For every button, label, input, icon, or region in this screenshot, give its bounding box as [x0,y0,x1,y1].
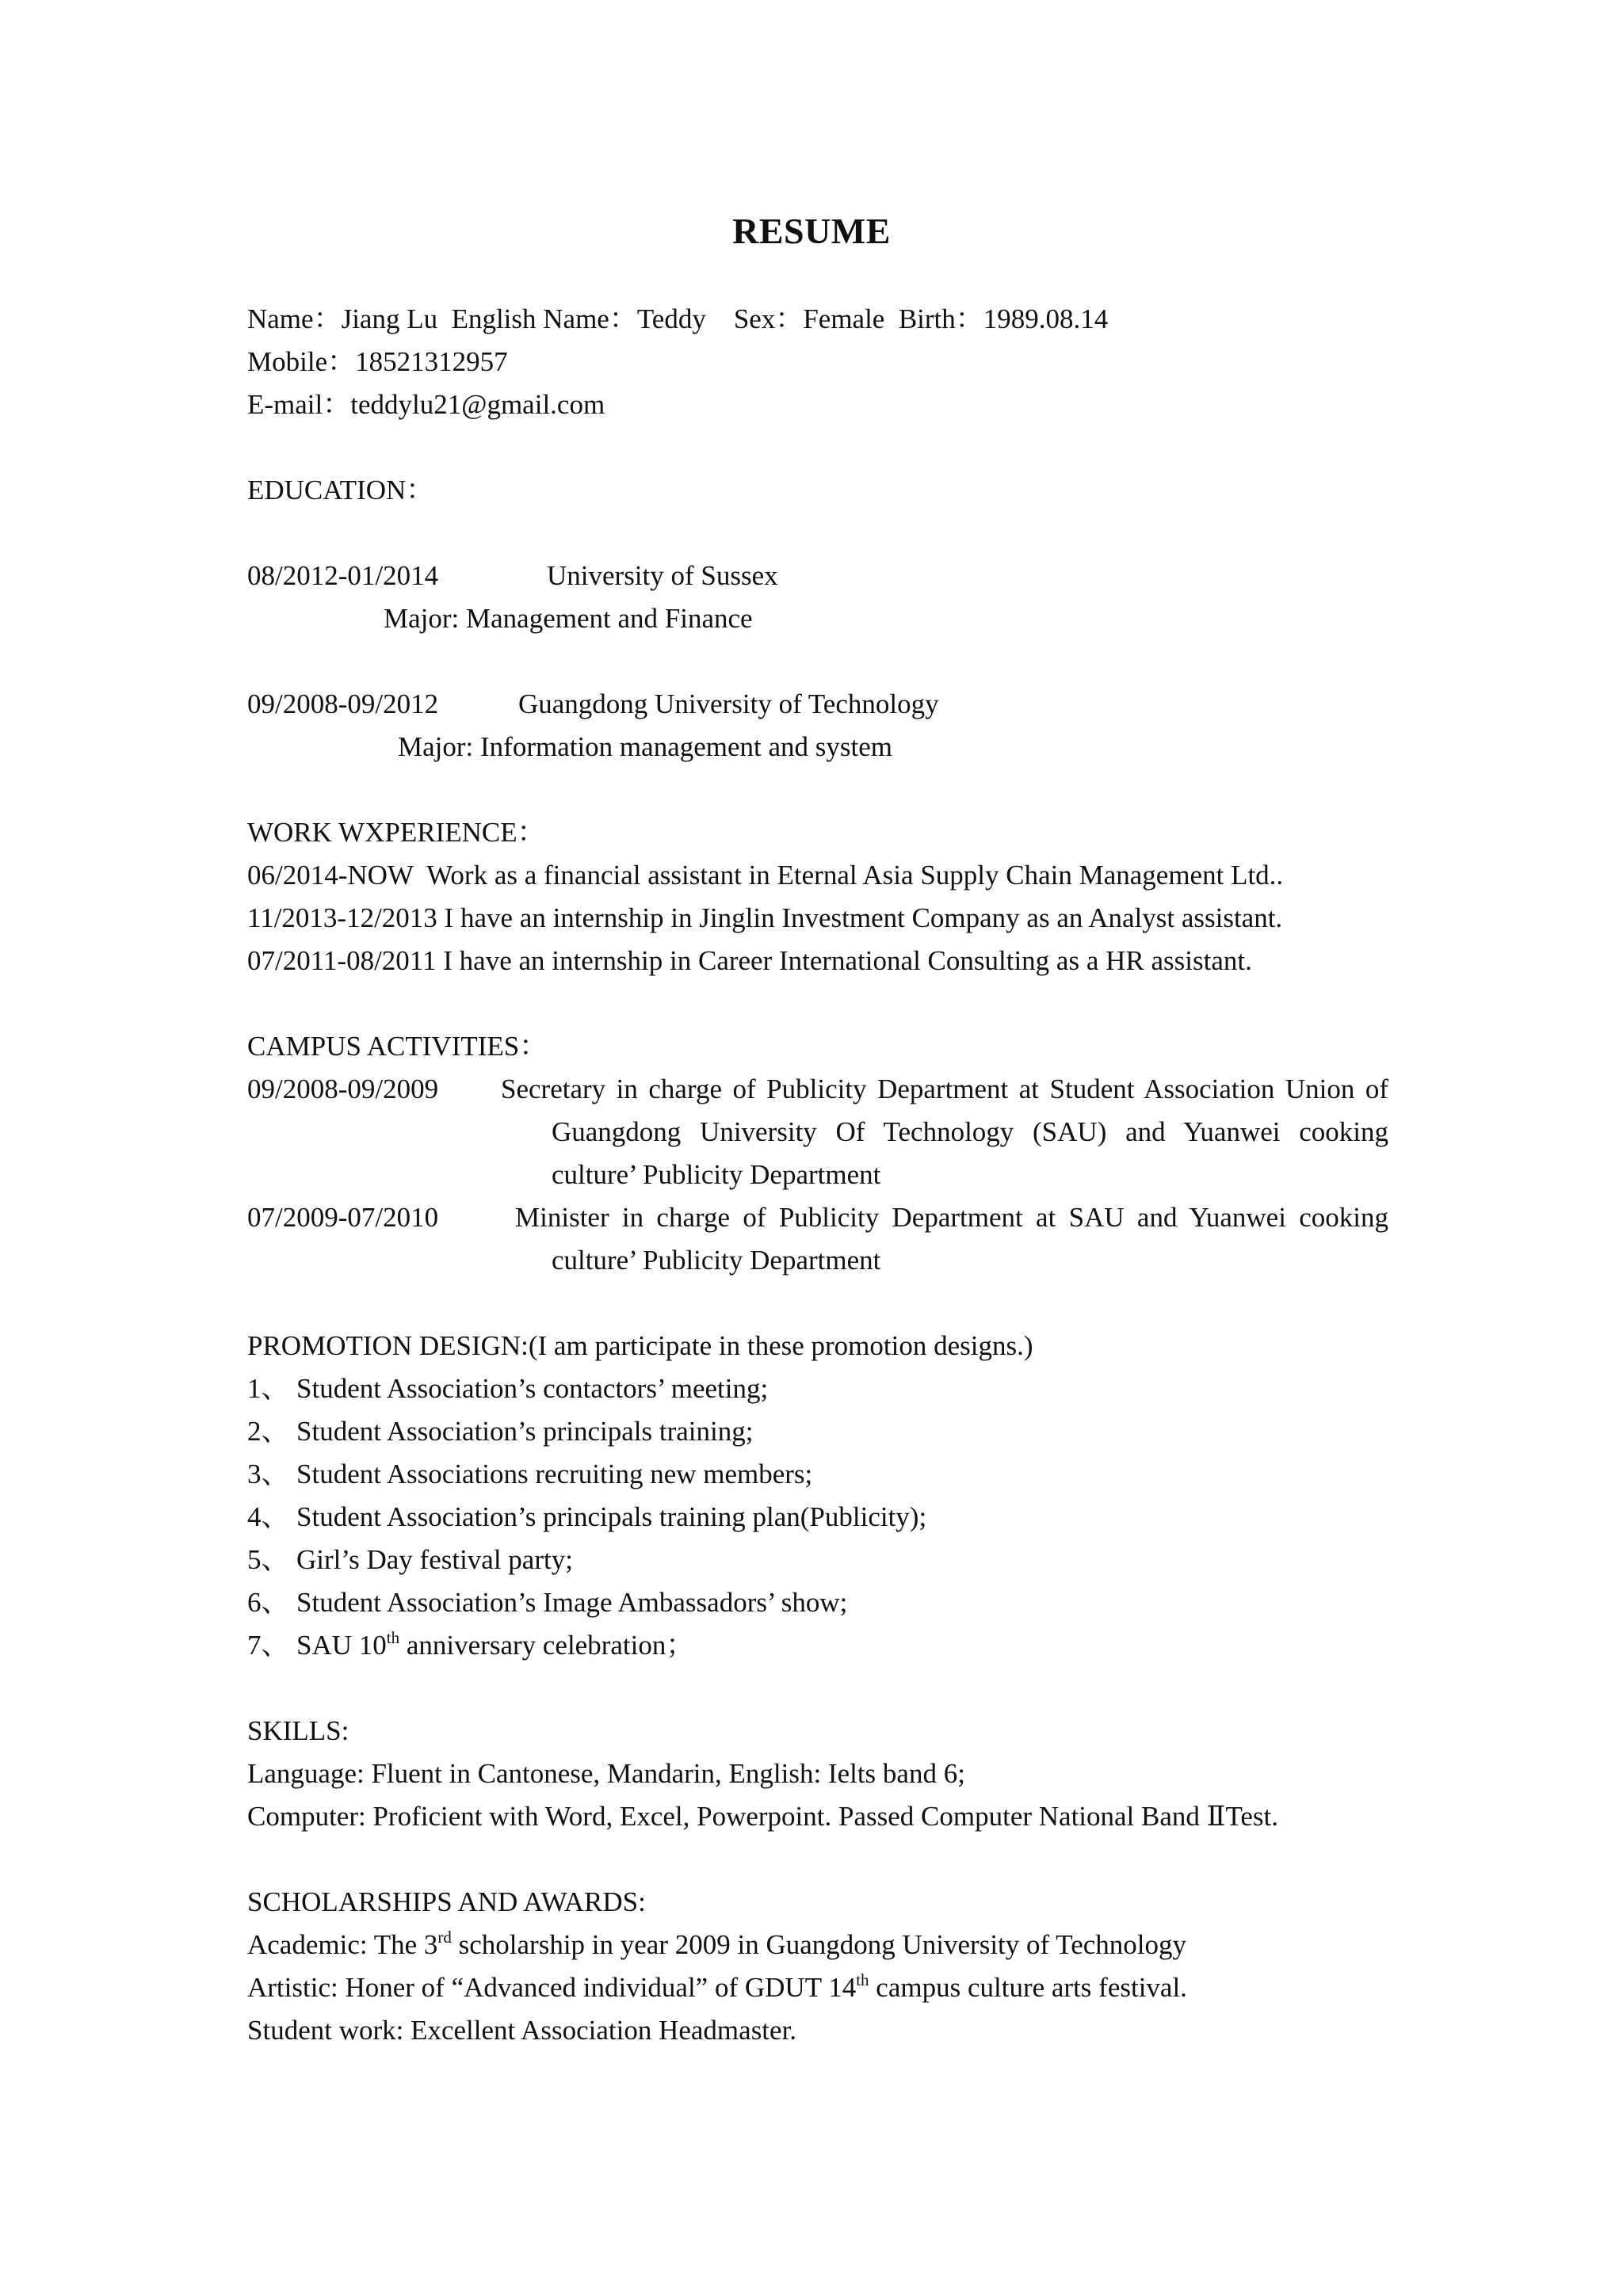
education-school: Guangdong University of Technology [518,688,939,719]
list-text: Student Association’s contactors’ meeting; [296,1373,769,1404]
awards-text-part: Artistic: Honer of “Advanced individual” of GDUT 14 [247,1972,857,2003]
list-number: 2、 [247,1416,289,1447]
list-text: Girl’s Day festival party; [296,1544,573,1575]
list-number: 3、 [247,1459,289,1489]
education-heading: EDUCATION： [247,475,434,505]
list-item [247,1453,1388,1496]
campus-entry [247,1068,1388,1196]
list-text: Student Association’s principals training plan(Publicity); [296,1501,927,1532]
education-entry [247,683,1388,726]
list-text: Student Association’s principals training; [296,1416,754,1447]
resume-content [247,298,1388,2052]
awards-heading: SCHOLARSHIPS AND AWARDS: [247,1886,646,1917]
awards-text-part: Academic: The 3 [247,1929,438,1960]
work-item: 11/2013-12/2013 I have an internship in Jinglin Investment Company as an Analyst assistant. [247,902,1283,933]
campus-heading: CAMPUS ACTIVITIES： [247,1031,548,1062]
campus-description-line: Guangdong University Of Technology (SAU) and Yuanwei cooking [552,1116,1388,1147]
education-entry [247,555,1388,597]
education-dates: 09/2008-09/2012 [247,688,439,719]
spacer [247,769,1388,811]
campus-dates: 07/2009-07/2010 [247,1202,439,1233]
page-title: RESUME [732,211,891,251]
education-dates: 08/2012-01/2014 [247,560,439,591]
skills-language: Language: Fluent in Cantonese, Mandarin, English: Ielts band 6; [247,1758,965,1789]
list-item [247,1624,1388,1667]
list-item [247,1539,1388,1581]
awards-text-part: scholarship in year 2009 in Guangdong University of Technology [451,1929,1187,1960]
list-item [247,1410,1388,1453]
skills-heading: SKILLS: [247,1715,349,1746]
campus-description-line: Secretary in charge of Publicity Department at Student Association Union of [501,1074,1388,1104]
list-item [247,1367,1388,1410]
superscript: th [856,1970,869,1989]
awards-academic [247,1924,1388,1966]
campus-entry [247,1196,1388,1282]
work-item: 07/2011-08/2011 I have an internship in Career International Consulting as a HR assistant. [247,945,1252,976]
education-major: Major: Management and Finance [384,603,753,634]
list-number: 6、 [247,1587,289,1618]
education-major: Major: Information management and system [398,731,893,762]
campus-dates: 09/2008-09/2009 [247,1074,439,1104]
campus-description-line: Minister in charge of Publicity Department at SAU and Yuanwei cooking [515,1202,1388,1233]
list-text: Student Associations recruiting new members; [296,1459,813,1489]
list-item [247,1581,1388,1624]
list-text-part: SAU 10 [296,1630,387,1661]
education-school: University of Sussex [547,560,778,591]
personal-info-line: Name：Jiang Lu English Name：Teddy Sex：Female Birth：1989.08.14 [247,303,1109,334]
work-heading: WORK WXPERIENCE： [247,817,545,848]
list-number: 4、 [247,1501,289,1532]
work-item: 06/2014-NOW Work as a financial assistant in Eternal Asia Supply Chain Management Ltd.. [247,860,1284,891]
list-number: 7、 [247,1630,289,1661]
spacer [247,640,1388,683]
list-text [296,1624,693,1670]
superscript: th [386,1628,400,1647]
list-number: 1、 [247,1373,289,1404]
list-item [247,1496,1388,1539]
awards-artistic [247,1966,1388,2009]
spacer [247,1667,1388,1710]
spacer [247,426,1388,469]
spacer [247,982,1388,1025]
superscript: rd [437,1928,452,1947]
awards-student-work: Student work: Excellent Association Headmaster. [247,2015,797,2046]
email-line: E-mail：teddylu21@gmail.com [247,389,605,420]
promotion-heading: PROMOTION DESIGN:(I am participate in these promotion designs.) [247,1330,1033,1361]
spacer [247,1838,1388,1881]
campus-description-line: culture’ Publicity Department [552,1245,881,1276]
spacer [247,512,1388,555]
skills-computer: Computer: Proficient with Word, Excel, Powerpoint. Passed Computer National Band ⅡTest. [247,1801,1279,1832]
awards-text-part: campus culture arts festival. [869,1972,1187,2003]
mobile-line: Mobile：18521312957 [247,346,508,377]
campus-description-line: culture’ Publicity Department [552,1159,881,1190]
list-number: 5、 [247,1544,289,1575]
list-text: Student Association’s Image Ambassadors’ show; [296,1587,848,1618]
spacer [247,1282,1388,1325]
list-text-part: anniversary celebration； [399,1630,694,1661]
